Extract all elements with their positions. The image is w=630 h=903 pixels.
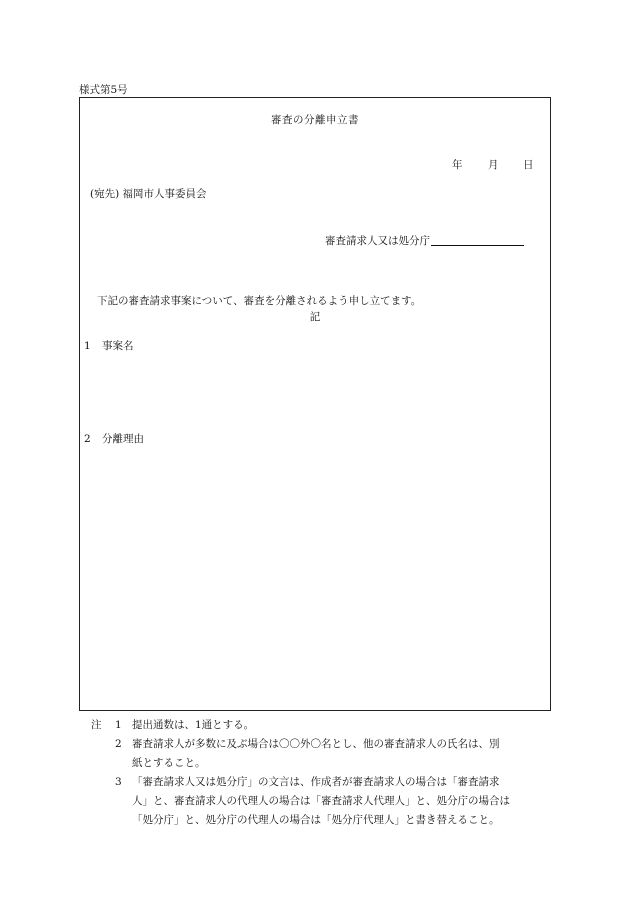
note-line: 提出通数は、1通とする。 bbox=[132, 719, 255, 731]
applicant-signature-line[interactable] bbox=[431, 233, 524, 246]
notes-heading: 注 bbox=[91, 719, 102, 731]
note-number: 1 bbox=[115, 719, 122, 731]
note-text bbox=[132, 735, 561, 773]
form-frame bbox=[79, 97, 551, 711]
note-text bbox=[132, 716, 561, 735]
note-line: 審査請求人が多数に及ぶ場合は〇〇外〇名とし、他の審査請求人の氏名は、別 bbox=[132, 738, 500, 750]
note-item-1 bbox=[91, 716, 561, 735]
addressee: (宛先) 福岡市人事委員会 bbox=[90, 188, 207, 200]
ki-heading: 記 bbox=[309, 311, 321, 323]
note-line: 紙とすること。 bbox=[132, 757, 206, 769]
item-case-name bbox=[84, 338, 134, 353]
note-item-3 bbox=[91, 773, 561, 830]
notes-section bbox=[91, 716, 561, 830]
note-text bbox=[132, 773, 561, 830]
date-day-label: 日 bbox=[523, 159, 534, 171]
note-number: 3 bbox=[115, 776, 122, 788]
item-number: 1 bbox=[84, 340, 91, 352]
note-item-2 bbox=[91, 735, 561, 773]
item-label: 分離理由 bbox=[102, 433, 144, 445]
note-number: 2 bbox=[115, 738, 122, 750]
applicant-field bbox=[325, 233, 524, 248]
note-line: 人」と、審査請求人の代理人の場合は「審査請求人代理人」と、処分庁の場合は bbox=[132, 795, 510, 807]
statement-text: 下記の審査請求事案について、審査を分離されるよう申し立てます。 bbox=[97, 295, 422, 307]
note-line: 「処分庁」と、処分庁の代理人の場合は「処分庁代理人」と書き替えること。 bbox=[132, 814, 500, 826]
date-year-label: 年 bbox=[452, 159, 463, 171]
applicant-label: 審査請求人又は処分庁 bbox=[325, 235, 430, 247]
document-title: 審査の分離申立書 bbox=[271, 114, 359, 126]
item-label: 事案名 bbox=[102, 340, 134, 352]
item-separation-reason bbox=[84, 431, 144, 446]
note-line: 「審査請求人又は処分庁」の文言は、作成者が審査請求人の場合は「審査請求 bbox=[132, 776, 500, 788]
form-number: 様式第5号 bbox=[79, 84, 128, 96]
item-number: 2 bbox=[84, 433, 91, 445]
date-month-label: 月 bbox=[488, 159, 499, 171]
